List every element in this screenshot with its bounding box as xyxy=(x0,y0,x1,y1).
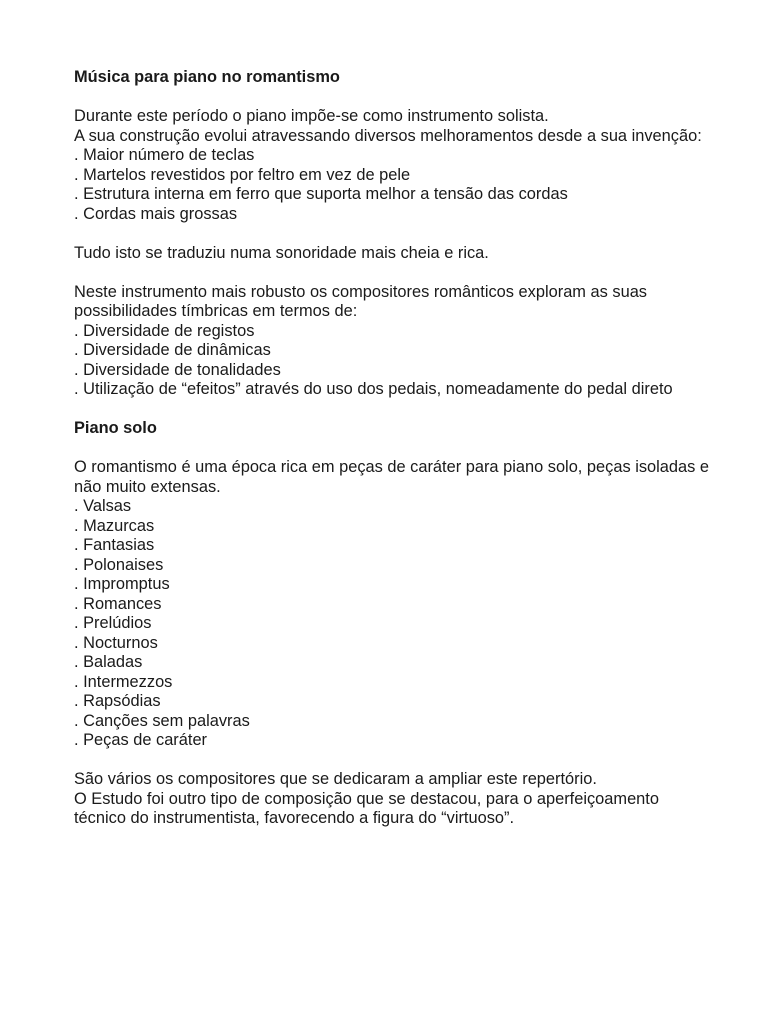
list-item: . Intermezzos xyxy=(74,672,173,691)
improvements-list xyxy=(74,146,714,224)
paragraph-intro-line1: Durante este período o piano impõe-se como instrumento solista. xyxy=(74,107,549,125)
list-item: . Martelos revestidos por feltro em vez de pele xyxy=(74,165,411,184)
list-item: . Romances xyxy=(74,594,162,613)
paragraph-intro-line2: A sua construção evolui atravessando diversos melhoramentos desde a sua invenção: xyxy=(74,126,702,145)
list-item: . Diversidade de registos xyxy=(74,321,255,340)
paragraph-possibilities-intro: Neste instrumento mais robusto os compositores românticos exploram as suas possibilidades tímbricas em termos de: xyxy=(74,282,647,320)
document-page xyxy=(74,68,714,829)
list-item: . Cordas mais grossas xyxy=(74,204,238,223)
paragraph-piano-solo-intro: O romantismo é uma época rica em peças de caráter para piano solo, peças isoladas e não muito extensas. xyxy=(74,458,710,496)
list-item: . Canções sem palavras xyxy=(74,711,250,730)
paragraph-closing-line2: O Estudo foi outro tipo de composição que se destacou, para o aperfeiçoamento técnico do instrumentista, favorecendo a figura do “virtuoso”. xyxy=(74,789,659,827)
list-item: . Fantasias xyxy=(74,536,155,554)
list-item: . Prelúdios xyxy=(74,614,152,632)
spacer xyxy=(74,263,714,283)
list-item: . Rapsódias xyxy=(74,692,161,710)
list-item: . Diversidade de dinâmicas xyxy=(74,341,271,359)
pieces-list xyxy=(74,497,714,751)
possibilities-list xyxy=(74,322,714,400)
paragraph-summary: Tudo isto se traduziu numa sonoridade mais cheia e rica. xyxy=(74,243,489,262)
spacer xyxy=(74,224,714,244)
list-item: . Utilização de “efeitos” através do uso dos pedais, nomeadamente do pedal direto xyxy=(74,380,673,398)
paragraph-closing-line1: São vários os compositores que se dedicaram a ampliar este repertório. xyxy=(74,770,597,788)
list-item: . Nocturnos xyxy=(74,633,158,652)
section-heading-romantic-piano-music: Música para piano no romantismo xyxy=(74,68,340,86)
list-item: . Estrutura interna em ferro que suporta melhor a tensão das cordas xyxy=(74,185,568,203)
list-item: . Diversidade de tonalidades xyxy=(74,360,281,379)
spacer xyxy=(74,439,714,459)
section-heading-piano-solo: Piano solo xyxy=(74,419,157,437)
spacer xyxy=(74,751,714,771)
list-item: . Impromptus xyxy=(74,575,170,593)
spacer xyxy=(74,88,714,108)
list-item: . Baladas xyxy=(74,653,143,671)
list-item: . Maior número de teclas xyxy=(74,146,255,164)
list-item: . Valsas xyxy=(74,497,132,515)
list-item: . Polonaises xyxy=(74,555,164,574)
spacer xyxy=(74,400,714,420)
list-item: . Mazurcas xyxy=(74,516,155,535)
list-item: . Peças de caráter xyxy=(74,731,208,749)
